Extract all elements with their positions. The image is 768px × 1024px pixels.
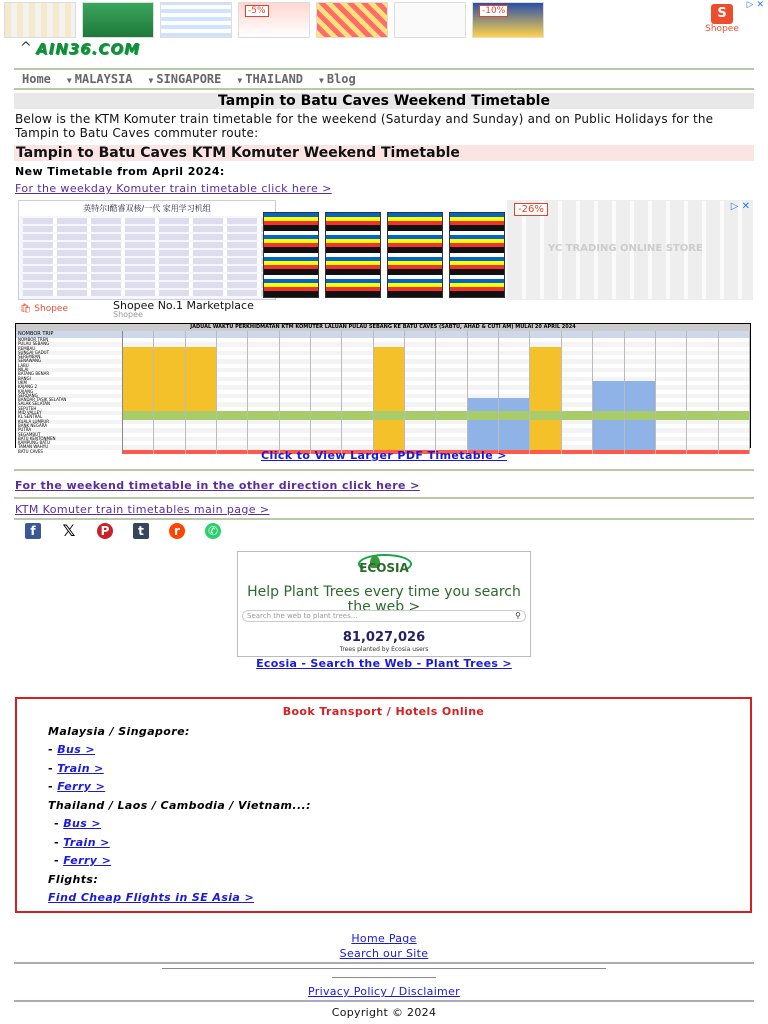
booking-section-thailand: Thailand / Laos / Cambodia / Vietnam...:: [48, 799, 311, 812]
divider: [14, 469, 754, 471]
divider: [14, 1000, 754, 1002]
timetable-station: PULAU SEBANG: [16, 342, 123, 346]
home-page-link[interactable]: Home Page: [351, 932, 417, 945]
flights-link[interactable]: Find Cheap Flights in SE Asia >: [48, 891, 255, 904]
ecosia-logo: ECOSIA: [359, 561, 409, 575]
nav-home-label: Home: [22, 72, 51, 86]
reddit-icon[interactable]: r: [164, 522, 190, 540]
timetable-station: NILAI: [16, 368, 123, 372]
timetable-header-cell: [625, 331, 656, 338]
bus-link[interactable]: Bus >: [63, 817, 102, 830]
share-bar: [20, 522, 226, 540]
discount-badge: -10%: [479, 5, 508, 17]
timetable-station: SERDANG: [16, 394, 123, 398]
ad-product-image[interactable]: [263, 212, 319, 298]
whatsapp-icon[interactable]: ✆: [200, 522, 226, 540]
discount-badge: -5%: [245, 5, 269, 17]
ad-product-thumb[interactable]: [160, 2, 232, 38]
pdf-timetable-link[interactable]: Click to View Larger PDF Timetable >: [261, 449, 507, 462]
ad-product-thumb[interactable]: [472, 2, 544, 38]
timetable-header-cell: [186, 331, 217, 338]
other-direction-link[interactable]: For the weekend timetable in the other direction click here >: [15, 479, 420, 492]
timetable-header-cell: [342, 331, 373, 338]
divider: [14, 962, 754, 964]
timetable-station: SEREMBAN: [16, 355, 123, 359]
nav-singapore[interactable]: [149, 72, 222, 86]
ad-close-icon[interactable]: ▷ ✕: [730, 201, 750, 212]
booking-item: - Ferry >: [48, 780, 106, 793]
timetable-station: PUTRA: [16, 428, 123, 432]
timetable-header: [16, 331, 750, 338]
ad-product-thumb[interactable]: [82, 2, 154, 38]
timetable-station: KAJANG 2: [16, 385, 123, 389]
shopee-ad[interactable]: [15, 200, 753, 320]
timetable-station: BANGI: [16, 377, 123, 381]
discount-badge: -26%: [514, 203, 548, 216]
ad-product-thumb[interactable]: [316, 2, 388, 38]
shopee-mini-logo: 🛍 Shopee: [20, 304, 68, 314]
timetable-station: KUALA LUMPUR: [16, 420, 123, 424]
ad-product-thumb[interactable]: [4, 2, 76, 38]
timetable-station: TAMAN WAHYU: [16, 445, 123, 449]
pinterest-icon[interactable]: P: [92, 522, 118, 540]
facebook-icon[interactable]: f: [20, 522, 46, 540]
caret-down-icon: ▼: [319, 76, 324, 85]
ferry-link[interactable]: Ferry >: [57, 780, 106, 793]
main-nav: [14, 68, 754, 90]
timetable-station: SALAK SELATAN: [16, 402, 123, 406]
copyright: Copyright © 2024: [331, 1006, 437, 1019]
bus-link[interactable]: Bus >: [57, 743, 96, 756]
timetable-station: SUNGAI GADUT: [16, 351, 123, 355]
booking-item: - Train >: [48, 762, 104, 775]
ecosia-headline: Help Plant Trees every time you search the web >: [247, 584, 521, 615]
nav-thailand[interactable]: [237, 72, 303, 86]
new-timetable-label: New Timetable from April 2024:: [15, 165, 225, 178]
search-icon[interactable]: ⚲: [515, 611, 521, 620]
timetable-header-cell: [280, 331, 311, 338]
nav-malaysia[interactable]: [67, 72, 133, 86]
booking-box: [15, 697, 752, 913]
ad-choices-icon[interactable]: ▷ ✕: [746, 0, 764, 10]
timetable-header-cell: [499, 331, 530, 338]
search-site-link[interactable]: Search our Site: [339, 947, 429, 960]
timetable-rows: [16, 338, 750, 454]
timetable-station: SEPUTEH: [16, 407, 123, 411]
timetable-header-cell: [719, 331, 750, 338]
ad-product-image[interactable]: [507, 200, 753, 300]
tree-count-label: Trees planted by Ecosia users: [339, 646, 429, 653]
timetable-header-cell: [248, 331, 279, 338]
timetable-header-cell: [468, 331, 499, 338]
booking-item: - Ferry >: [54, 854, 112, 867]
ad-watermark: YC TRADING ONLINE STORE: [548, 243, 703, 254]
ad-title[interactable]: Shopee No.1 Marketplace: [113, 299, 254, 312]
ecosia-search-placeholder: Search the web to plant trees...: [247, 612, 358, 620]
timetable-station: KAMPUNG BATU: [16, 441, 123, 445]
timetable-header-cell: [374, 331, 405, 338]
ad-product-image[interactable]: [449, 212, 505, 298]
ad-subtitle: Shopee: [113, 310, 143, 319]
timetable-header-cell: [154, 331, 185, 338]
site-logo[interactable]: AIN36.COM: [36, 40, 141, 58]
timetable-header-cell: [436, 331, 467, 338]
ad-product-image[interactable]: [18, 200, 276, 300]
timetable-station: BATANG BENAR: [16, 372, 123, 376]
timetable-header-cell: [687, 331, 718, 338]
timetable-station: KL SENTRAL: [16, 415, 123, 419]
tree-count: 81,027,026: [342, 630, 426, 645]
ad-product-thumb[interactable]: [238, 2, 310, 38]
chevron-up-icon[interactable]: ^: [20, 40, 32, 56]
shopee-logo[interactable]: [702, 4, 742, 36]
booking-section-malaysia: Malaysia / Singapore:: [48, 725, 190, 738]
timetable-station: BATU KENTONMEN: [16, 437, 123, 441]
timetable-station: BANK NEGARA: [16, 424, 123, 428]
nav-blog-label: Blog: [326, 72, 356, 86]
timetable-station: KAJANG: [16, 390, 123, 394]
train-link[interactable]: Train >: [57, 762, 104, 775]
booking-item: [48, 891, 254, 904]
caret-down-icon: ▼: [66, 76, 72, 85]
booking-section-flights: Flights:: [48, 873, 99, 886]
ad-product-thumb[interactable]: [394, 2, 466, 38]
booking-item: - Bus >: [48, 743, 96, 756]
shopee-label: Shopee: [705, 24, 739, 34]
intro-text: Below is the KTM Komuter train timetable for the weekend (Saturday and Sunday) and on Public Holidays for the Tampin to Batu Caves commuter route:: [15, 112, 714, 140]
booking-title: Book Transport / Hotels Online: [282, 705, 485, 718]
timetable-header-cell: [562, 331, 593, 338]
timetable-header-label: NOMBOR TRIP: [16, 331, 123, 338]
ad-panel-header: 英特尔I酷睿双核/一代 家用学习机组: [19, 201, 275, 216]
shopee-bag-icon: S: [711, 4, 733, 24]
nav-thailand-label: THAILAND: [245, 72, 304, 86]
ecosia-banner[interactable]: [237, 551, 531, 657]
timetable-header-cell: [217, 331, 248, 338]
nav-blog[interactable]: [319, 72, 356, 86]
booking-item: - Train >: [54, 836, 110, 849]
caret-down-icon: ▼: [148, 76, 154, 85]
ferry-link[interactable]: Ferry >: [63, 854, 112, 867]
timetable-header-cell: [405, 331, 436, 338]
ad-product-image[interactable]: [325, 212, 381, 298]
timetable-header-cell: [123, 331, 154, 338]
section-title: Tampin to Batu Caves KTM Komuter Weekend Timetable: [14, 145, 754, 161]
nav-home[interactable]: [22, 72, 51, 86]
timetable-station: UKM: [16, 381, 123, 385]
timetable-station: BANDAR TASIK SELATAN: [16, 398, 123, 402]
x-icon[interactable]: 𝕏: [62, 521, 76, 540]
privacy-link[interactable]: Privacy Policy / Disclaimer: [308, 985, 460, 998]
caret-down-icon: ▼: [237, 76, 243, 85]
timetable-station: REMBAU: [16, 347, 123, 351]
timetable-station: MID VALLEY: [16, 411, 123, 415]
main-page-link[interactable]: KTM Komuter train timetables main page >: [15, 503, 270, 516]
divider: [162, 968, 606, 969]
timetable-header-cell: [530, 331, 561, 338]
site-header: [0, 40, 768, 58]
booking-item: - Bus >: [54, 817, 102, 830]
tumblr-icon[interactable]: t: [128, 522, 154, 540]
weekday-timetable-link[interactable]: For the weekday Komuter train timetable click here >: [15, 182, 332, 195]
timetable-header-cell: [311, 331, 342, 338]
divider: [14, 497, 754, 499]
ecosia-link[interactable]: Ecosia - Search the Web - Plant Trees >: [256, 657, 512, 670]
divider: [14, 518, 754, 520]
timetable-station: LABU: [16, 364, 123, 368]
ecosia-search-input[interactable]: [242, 610, 526, 622]
divider: [332, 977, 436, 978]
timetable-title: JADUAL WAKTU PERKHIDMATAN KTM KOMUTER LALUAN PULAU SEBANG KE BATU CAVES (SABTU, AHAD & CUTI AM) MULAI 20 APRIL 2024: [16, 324, 750, 331]
timetable-image[interactable]: [15, 323, 751, 454]
timetable-station: SENAWANG: [16, 359, 123, 363]
timetable-station: NOMBOR TREN: [16, 338, 123, 342]
top-banner-ad[interactable]: [0, 0, 768, 40]
page-title: Tampin to Batu Caves Weekend Timetable: [14, 93, 754, 109]
timetable-station: BATU CAVES: [16, 450, 123, 454]
timetable-header-cell: [593, 331, 624, 338]
timetable-header-cell: [656, 331, 687, 338]
nav-malaysia-label: MALAYSIA: [74, 72, 133, 86]
train-link[interactable]: Train >: [63, 836, 110, 849]
ad-product-image[interactable]: [387, 212, 443, 298]
timetable-station: SEGAMBUT: [16, 433, 123, 437]
nav-singapore-label: SINGAPORE: [156, 72, 222, 86]
